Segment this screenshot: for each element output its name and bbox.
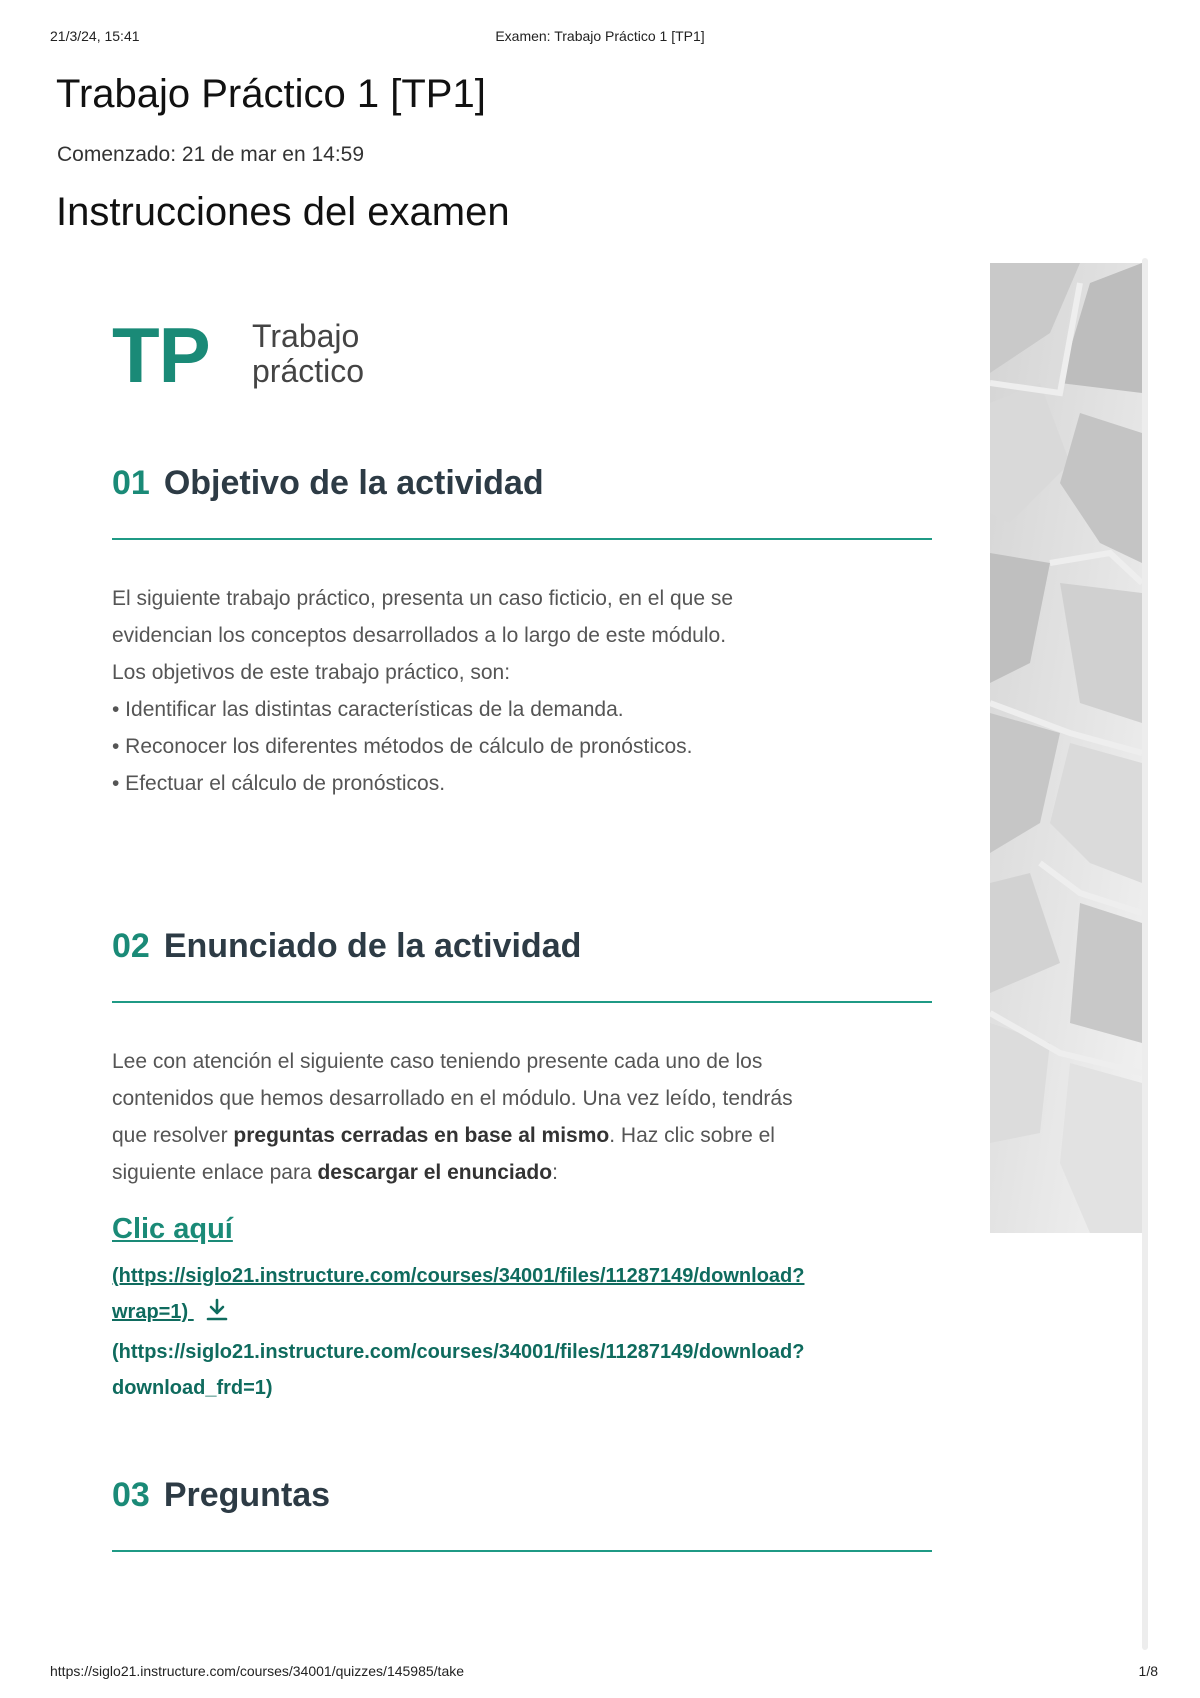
print-datetime: 21/3/24, 15:41	[50, 28, 140, 44]
started-timestamp: Comenzado: 21 de mar en 14:59	[57, 143, 365, 166]
tp-banner-logo	[112, 312, 412, 402]
section-heading-preguntas	[112, 1476, 330, 1515]
instructions-heading: Instrucciones del examen	[56, 190, 510, 234]
link-url-part[interactable]: wrap=1)	[112, 1301, 194, 1323]
view-link-cont[interactable]	[112, 1294, 804, 1334]
objetivo-text	[112, 580, 932, 802]
text-line: contenidos que hemos desarrollado en el módulo. Una vez leído, tendrás	[112, 1087, 793, 1110]
section-divider	[112, 538, 932, 540]
section-heading-objetivo	[112, 464, 544, 503]
link-url-part[interactable]: (https://siglo21.instructure.com/courses/34001/files/11287149/download?	[112, 1265, 805, 1287]
footer-url: https://siglo21.instructure.com/courses/34001/quizzes/145985/take	[50, 1663, 465, 1679]
text-line: evidencian los conceptos desarrollados a lo largo de este módulo.	[112, 624, 727, 647]
decorative-side-image	[990, 263, 1142, 1233]
section-number: 01	[112, 464, 150, 502]
tp-abbr: TP	[112, 311, 210, 399]
bullet-item: • Reconocer los diferentes métodos de cálculo de pronósticos.	[112, 735, 693, 758]
view-link[interactable]	[112, 1258, 804, 1294]
section-divider	[112, 1550, 932, 1552]
print-header	[0, 28, 1200, 48]
text-run: que resolver	[112, 1124, 234, 1147]
section-number: 02	[112, 927, 150, 965]
print-doc-title: Examen: Trabajo Práctico 1 [TP1]	[495, 28, 705, 44]
bold-text: preguntas cerradas en base al mismo	[233, 1124, 610, 1147]
section-title: Preguntas	[163, 1476, 331, 1514]
section-number: 03	[112, 1476, 150, 1514]
text-run: :	[552, 1161, 558, 1184]
download-icon[interactable]	[206, 1298, 228, 1334]
tp-word-practico: práctico	[252, 353, 365, 389]
download-link[interactable]	[112, 1334, 804, 1370]
link-url-part[interactable]: download_frd=1)	[112, 1377, 273, 1399]
page-number: 1/8	[1138, 1663, 1158, 1679]
tp-word-trabajo: Trabajo	[252, 318, 360, 354]
scrollbar-track[interactable]	[1142, 258, 1148, 1650]
link-url-part[interactable]: (https://siglo21.instructure.com/courses/34001/files/11287149/download?	[112, 1341, 805, 1363]
download-link-cont[interactable]	[112, 1370, 804, 1406]
bullet-item: • Efectuar el cálculo de pronósticos.	[112, 772, 446, 795]
download-links	[112, 1258, 804, 1406]
section-title: Enunciado de la actividad	[163, 927, 582, 965]
text-line	[112, 1117, 932, 1154]
text-line: Los objetivos de este trabajo práctico, son:	[112, 661, 511, 684]
text-line: Lee con atención el siguiente caso teniendo presente cada uno de los	[112, 1050, 763, 1073]
page-title: Trabajo Práctico 1 [TP1]	[56, 72, 486, 116]
section-title: Objetivo de la actividad	[163, 464, 544, 502]
enunciado-text	[112, 1043, 932, 1191]
section-heading-enunciado	[112, 927, 581, 966]
text-run: . Haz clic sobre el	[609, 1124, 775, 1147]
bold-text: descargar el enunciado	[317, 1161, 553, 1184]
clic-aqui-link[interactable]: Clic aquí	[112, 1213, 233, 1245]
bullet-item: • Identificar las distintas características de la demanda.	[112, 698, 624, 721]
text-line: El siguiente trabajo práctico, presenta un caso ficticio, en el que se	[112, 587, 734, 610]
text-line	[112, 1154, 932, 1191]
section-divider	[112, 1001, 932, 1003]
text-run: siguiente enlace para	[112, 1161, 318, 1184]
